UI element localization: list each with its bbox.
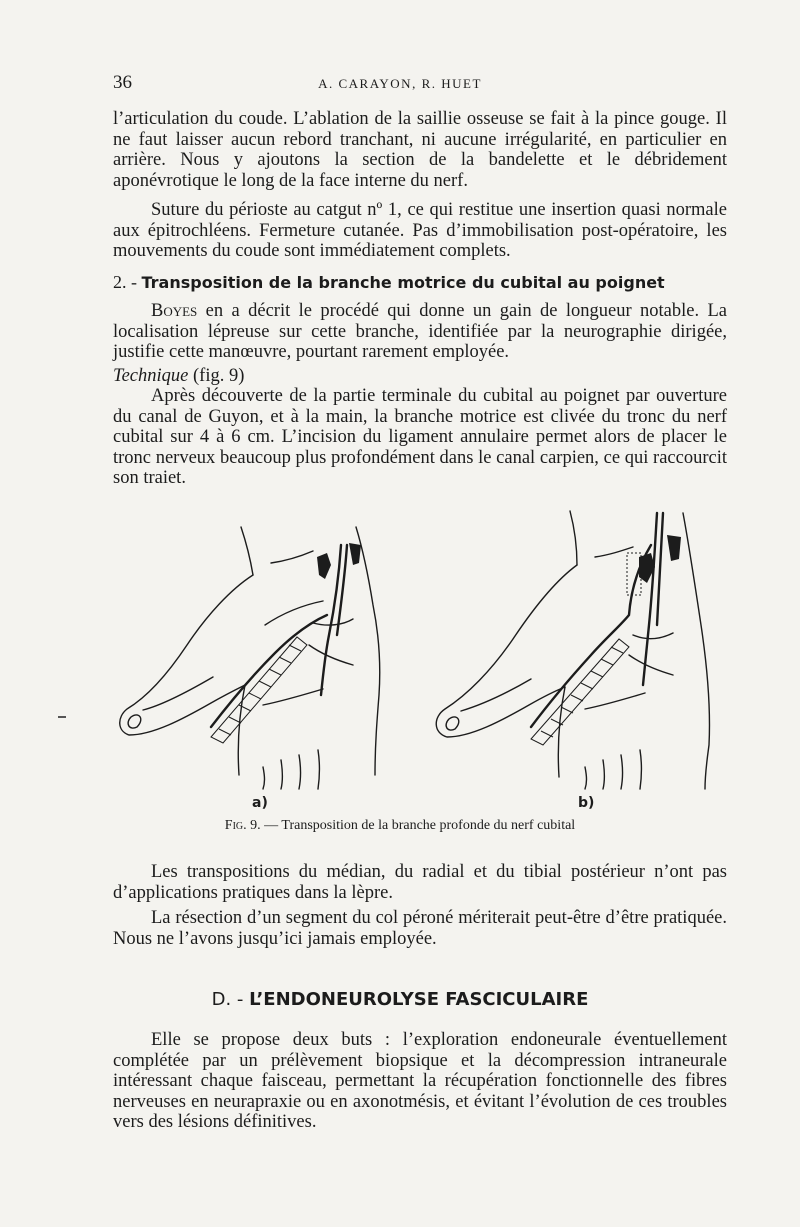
section-d-title: L’ENDONEUROLYSE FASCICULAIRE — [249, 989, 589, 1010]
running-header: A. CARAYON, R. HUET — [318, 76, 482, 91]
paragraph-1-block — [113, 109, 727, 262]
paragraph-5: Les transpositions du médian, du radial et du tibial postérieur n’ont pas d’applications pratiques dans la lèpre. — [113, 862, 727, 903]
hand-drawing-a — [113, 505, 403, 790]
technique-ref: (fig. 9) — [188, 365, 245, 386]
figure-9b — [425, 505, 725, 790]
section-2-number: 2. - — [113, 272, 137, 292]
section-2-title: Transposition de la branche motrice du cubital au poignet — [141, 273, 665, 292]
section-d-heading — [0, 989, 800, 1010]
figure-9a — [113, 505, 403, 790]
paragraph-3-block — [113, 301, 727, 489]
paragraph-5-block — [113, 862, 727, 949]
paragraph-6: La résection d’un segment du col péroné mériterait peut-être d’être pratiquée. Nous ne l’avons jusqu’ici jamais employée. — [113, 908, 727, 949]
technique-label: Technique — [113, 365, 189, 386]
paragraph-3-text: en a décrit le procédé qui donne un gain de longueur notable. La localisation lépreuse sur cette branche, identifiée par la neurographie dirigée, justifie cette manœuvre, pourtant rarement employée. — [113, 301, 727, 362]
figure-label-a: a) — [252, 795, 268, 811]
section-2-heading — [113, 272, 665, 293]
hand-drawing-b — [425, 505, 725, 790]
paragraph-7-block — [113, 1030, 727, 1133]
author-boyes: Boyes — [151, 301, 198, 321]
paragraph-7: Elle se propose deux buts : l’exploration endoneurale éventuellement complétée par un prélèvement biopsique et la décompression intraneurale intéressant chaque faisceau, permettant la récupération fonctionnelle des fibres nerveuses en neurapraxie ou en axonotmésis, et évitant l’évolution de ces troubles vers des lésions définitives. — [113, 1030, 727, 1132]
caption-fig: Fig. — [224, 818, 247, 833]
paragraph-2: Suture du périoste au catgut nº 1, ce qui restitue une insertion quasi normale aux épitrochléens. Fermeture cutanée. Pas d’immobilisation post-opératoire, les mouvements du coude sont immédiatement complets. — [113, 200, 727, 261]
paragraph-3 — [113, 301, 727, 363]
paragraph-1: l’articulation du coude. L’ablation de la saillie osseuse se fait à la pince gouge. Il ne faut laisser aucun rebord tranchant, ni aucune irrégularité, en particulier en arrière. Nous y ajoutons la section de la bandelette et le débridement aponévrotique le long de la face interne du nerf. — [113, 109, 727, 191]
figure-label-b: b) — [578, 795, 595, 811]
figure-caption — [0, 818, 800, 834]
section-d-letter: D. - — [211, 989, 244, 1010]
margin-mark — [58, 716, 66, 718]
page-number: 36 — [113, 72, 132, 93]
caption-text: 9. — Transposition de la branche profonde du nerf cubital — [246, 818, 576, 833]
technique-line — [113, 366, 727, 387]
paragraph-4: Après découverte de la partie terminale du cubital au poignet par ouverture du canal de Guyon, et à la main, la branche motrice est clivée du tronc du nerf cubital sur 4 à 6 cm. L’incision du ligament annulaire permet alors de placer le tronc nerveux beaucoup plus profondément dans le canal carpien, ce qui raccourcit son traiet. — [113, 386, 727, 488]
